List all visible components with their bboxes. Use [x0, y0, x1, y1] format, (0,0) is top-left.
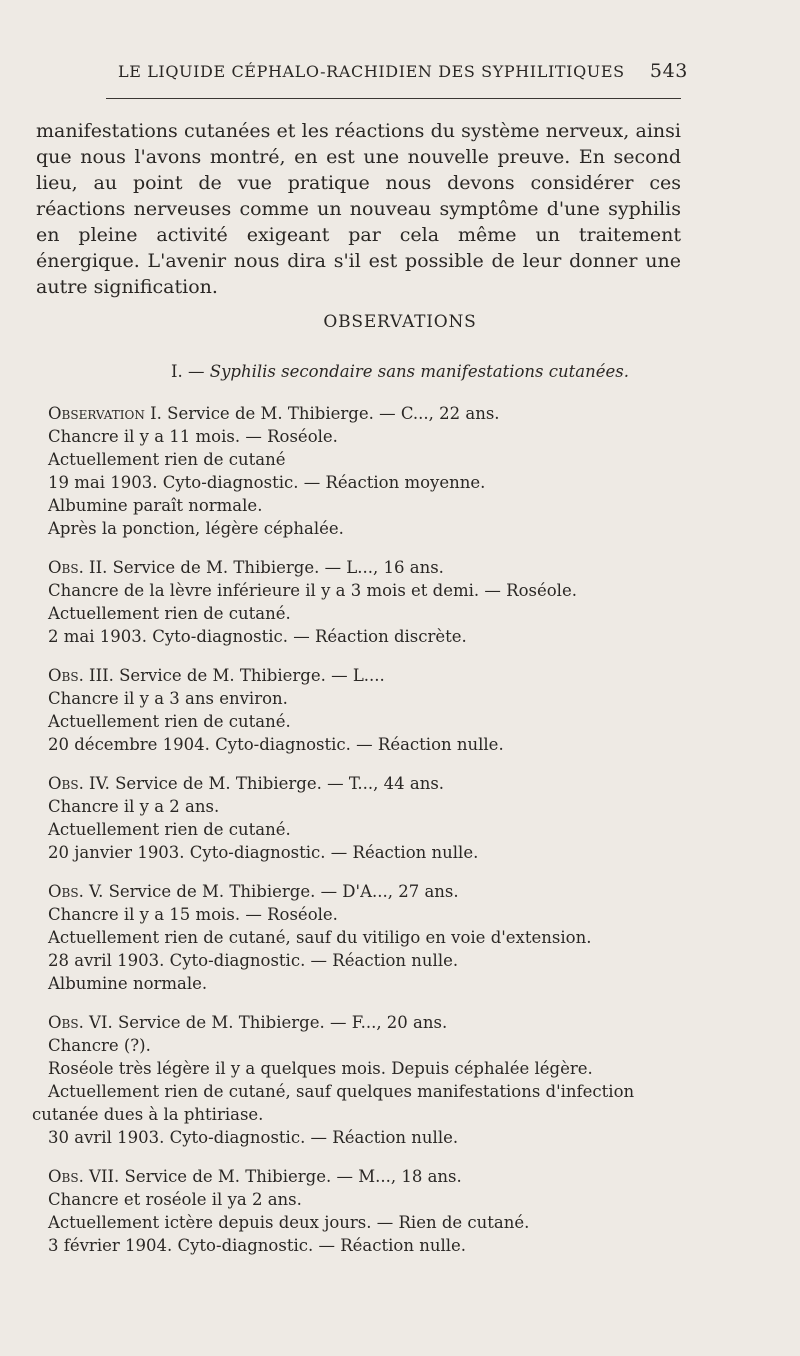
observation-line: Albumine paraît normale. — [48, 496, 263, 515]
header-rule — [106, 98, 681, 99]
observation-line: Actuellement rien de cutané, sauf du vitiligo en voie d'extension. — [48, 928, 592, 947]
observation-heading — [48, 664, 688, 687]
observation-line: 28 avril 1903. Cyto-diagnostic. — Réaction nulle. — [48, 951, 459, 970]
observations-list — [32, 402, 688, 1273]
observation-service: Service de M. Thibierge. — L.... — [113, 666, 385, 685]
observation-line: Chancre il y a 2 ans. — [48, 797, 220, 816]
observation-heading — [48, 1011, 688, 1034]
observation-line: Après la ponction, légère céphalée. — [48, 519, 344, 538]
observation-heading — [48, 402, 688, 425]
observation-line: cutanée dues à la phtiriase. — [32, 1105, 264, 1124]
observation-line: 20 décembre 1904. Cyto-diagnostic. — Réaction nulle. — [48, 735, 504, 754]
intro-block — [36, 118, 681, 300]
observation-line: 3 février 1904. Cyto-diagnostic. — Réaction nulle. — [48, 1236, 467, 1255]
observation-entry — [48, 1165, 688, 1257]
page-number: 543 — [649, 60, 688, 82]
section-title: OBSERVATIONS — [323, 312, 477, 332]
observation-line: Actuellement rien de cutané. — [48, 820, 291, 839]
observation-entry — [48, 664, 688, 756]
observation-entry — [48, 772, 688, 864]
observation-service: Service de M. Thibierge. — C..., 22 ans. — [161, 404, 500, 423]
observation-heading — [48, 1165, 688, 1188]
observation-line: Actuellement rien de cutané. — [48, 604, 291, 623]
observation-heading — [48, 772, 688, 795]
observation-line: 20 janvier 1903. Cyto-diagnostic. — Réaction nulle. — [48, 843, 479, 862]
observation-line: Actuellement rien de cutané — [48, 450, 286, 469]
observation-line: Chancre et roséole il ya 2 ans. — [48, 1190, 302, 1209]
observation-entry — [48, 402, 688, 540]
observation-label: Obs. IV. — [48, 774, 110, 793]
observation-label: Obs. VII. — [48, 1167, 120, 1186]
observation-label: Obs. II. — [48, 558, 108, 577]
observation-line: 2 mai 1903. Cyto-diagnostic. — Réaction discrète. — [48, 627, 467, 646]
observation-entry — [48, 556, 688, 648]
running-header — [118, 62, 688, 81]
observation-line: Actuellement rien de cutané. — [48, 712, 291, 731]
observation-service: Service de M. Thibierge. — F..., 20 ans. — [112, 1013, 448, 1032]
observation-line: Chancre de la lèvre inférieure il y a 3 mois et demi. — Roséole. — [48, 581, 577, 600]
observation-label: Obs. III. — [48, 666, 114, 685]
observation-line: 30 avril 1903. Cyto-diagnostic. — Réaction nulle. — [48, 1128, 459, 1147]
subsection-title: Syphilis secondaire sans manifestations cutanées. — [209, 362, 629, 381]
observation-line: Chancre (?). — [48, 1036, 151, 1055]
observation-service: Service de M. Thibierge. — D'A..., 27 ans. — [103, 882, 459, 901]
observation-service: Service de M. Thibierge. — T..., 44 ans. — [109, 774, 445, 793]
observation-entry — [32, 1011, 688, 1149]
observation-service: Service de M. Thibierge. — M..., 18 ans. — [119, 1167, 462, 1186]
running-title: LE LIQUIDE CÉPHALO-RACHIDIEN DES SYPHILITIQUES — [118, 62, 625, 81]
observation-label: Obs. V. — [48, 882, 104, 901]
observation-entry — [48, 880, 688, 995]
observation-heading — [48, 880, 688, 903]
subsection-number: I. — — [171, 362, 205, 381]
observation-line: Actuellement rien de cutané, sauf quelques manifestations d'infection — [48, 1082, 635, 1101]
observation-line: Chancre il y a 11 mois. — Roséole. — [48, 427, 338, 446]
observation-line: Chancre il y a 3 ans environ. — [48, 689, 288, 708]
intro-paragraph: manifestations cutanées et les réactions du système nerveux, ainsi que nous l'avons montré, en est une nouvelle preuve. En second lieu, au point de vue pratique nous devons considérer ces réactions nerveuses comme un nouveau symptôme d'une syphilis en pleine activité exigeant par cela même un traitement énergique. L'avenir nous dira s'il est possible de leur donner une autre signification. — [36, 120, 681, 298]
observation-line: Albumine normale. — [48, 974, 208, 993]
observation-label: Observation I. — [48, 404, 162, 423]
observation-line: Roséole très légère il y a quelques mois. Depuis céphalée légère. — [48, 1059, 593, 1078]
observation-service: Service de M. Thibierge. — L..., 16 ans. — [107, 558, 444, 577]
observation-heading — [48, 556, 688, 579]
observation-line: Actuellement ictère depuis deux jours. — Rien de cutané. — [48, 1213, 530, 1232]
observation-line: 19 mai 1903. Cyto-diagnostic. — Réaction moyenne. — [48, 473, 486, 492]
observation-line: Chancre il y a 15 mois. — Roséole. — [48, 905, 338, 924]
observation-label: Obs. VI. — [48, 1013, 113, 1032]
subsection-heading — [0, 362, 800, 381]
